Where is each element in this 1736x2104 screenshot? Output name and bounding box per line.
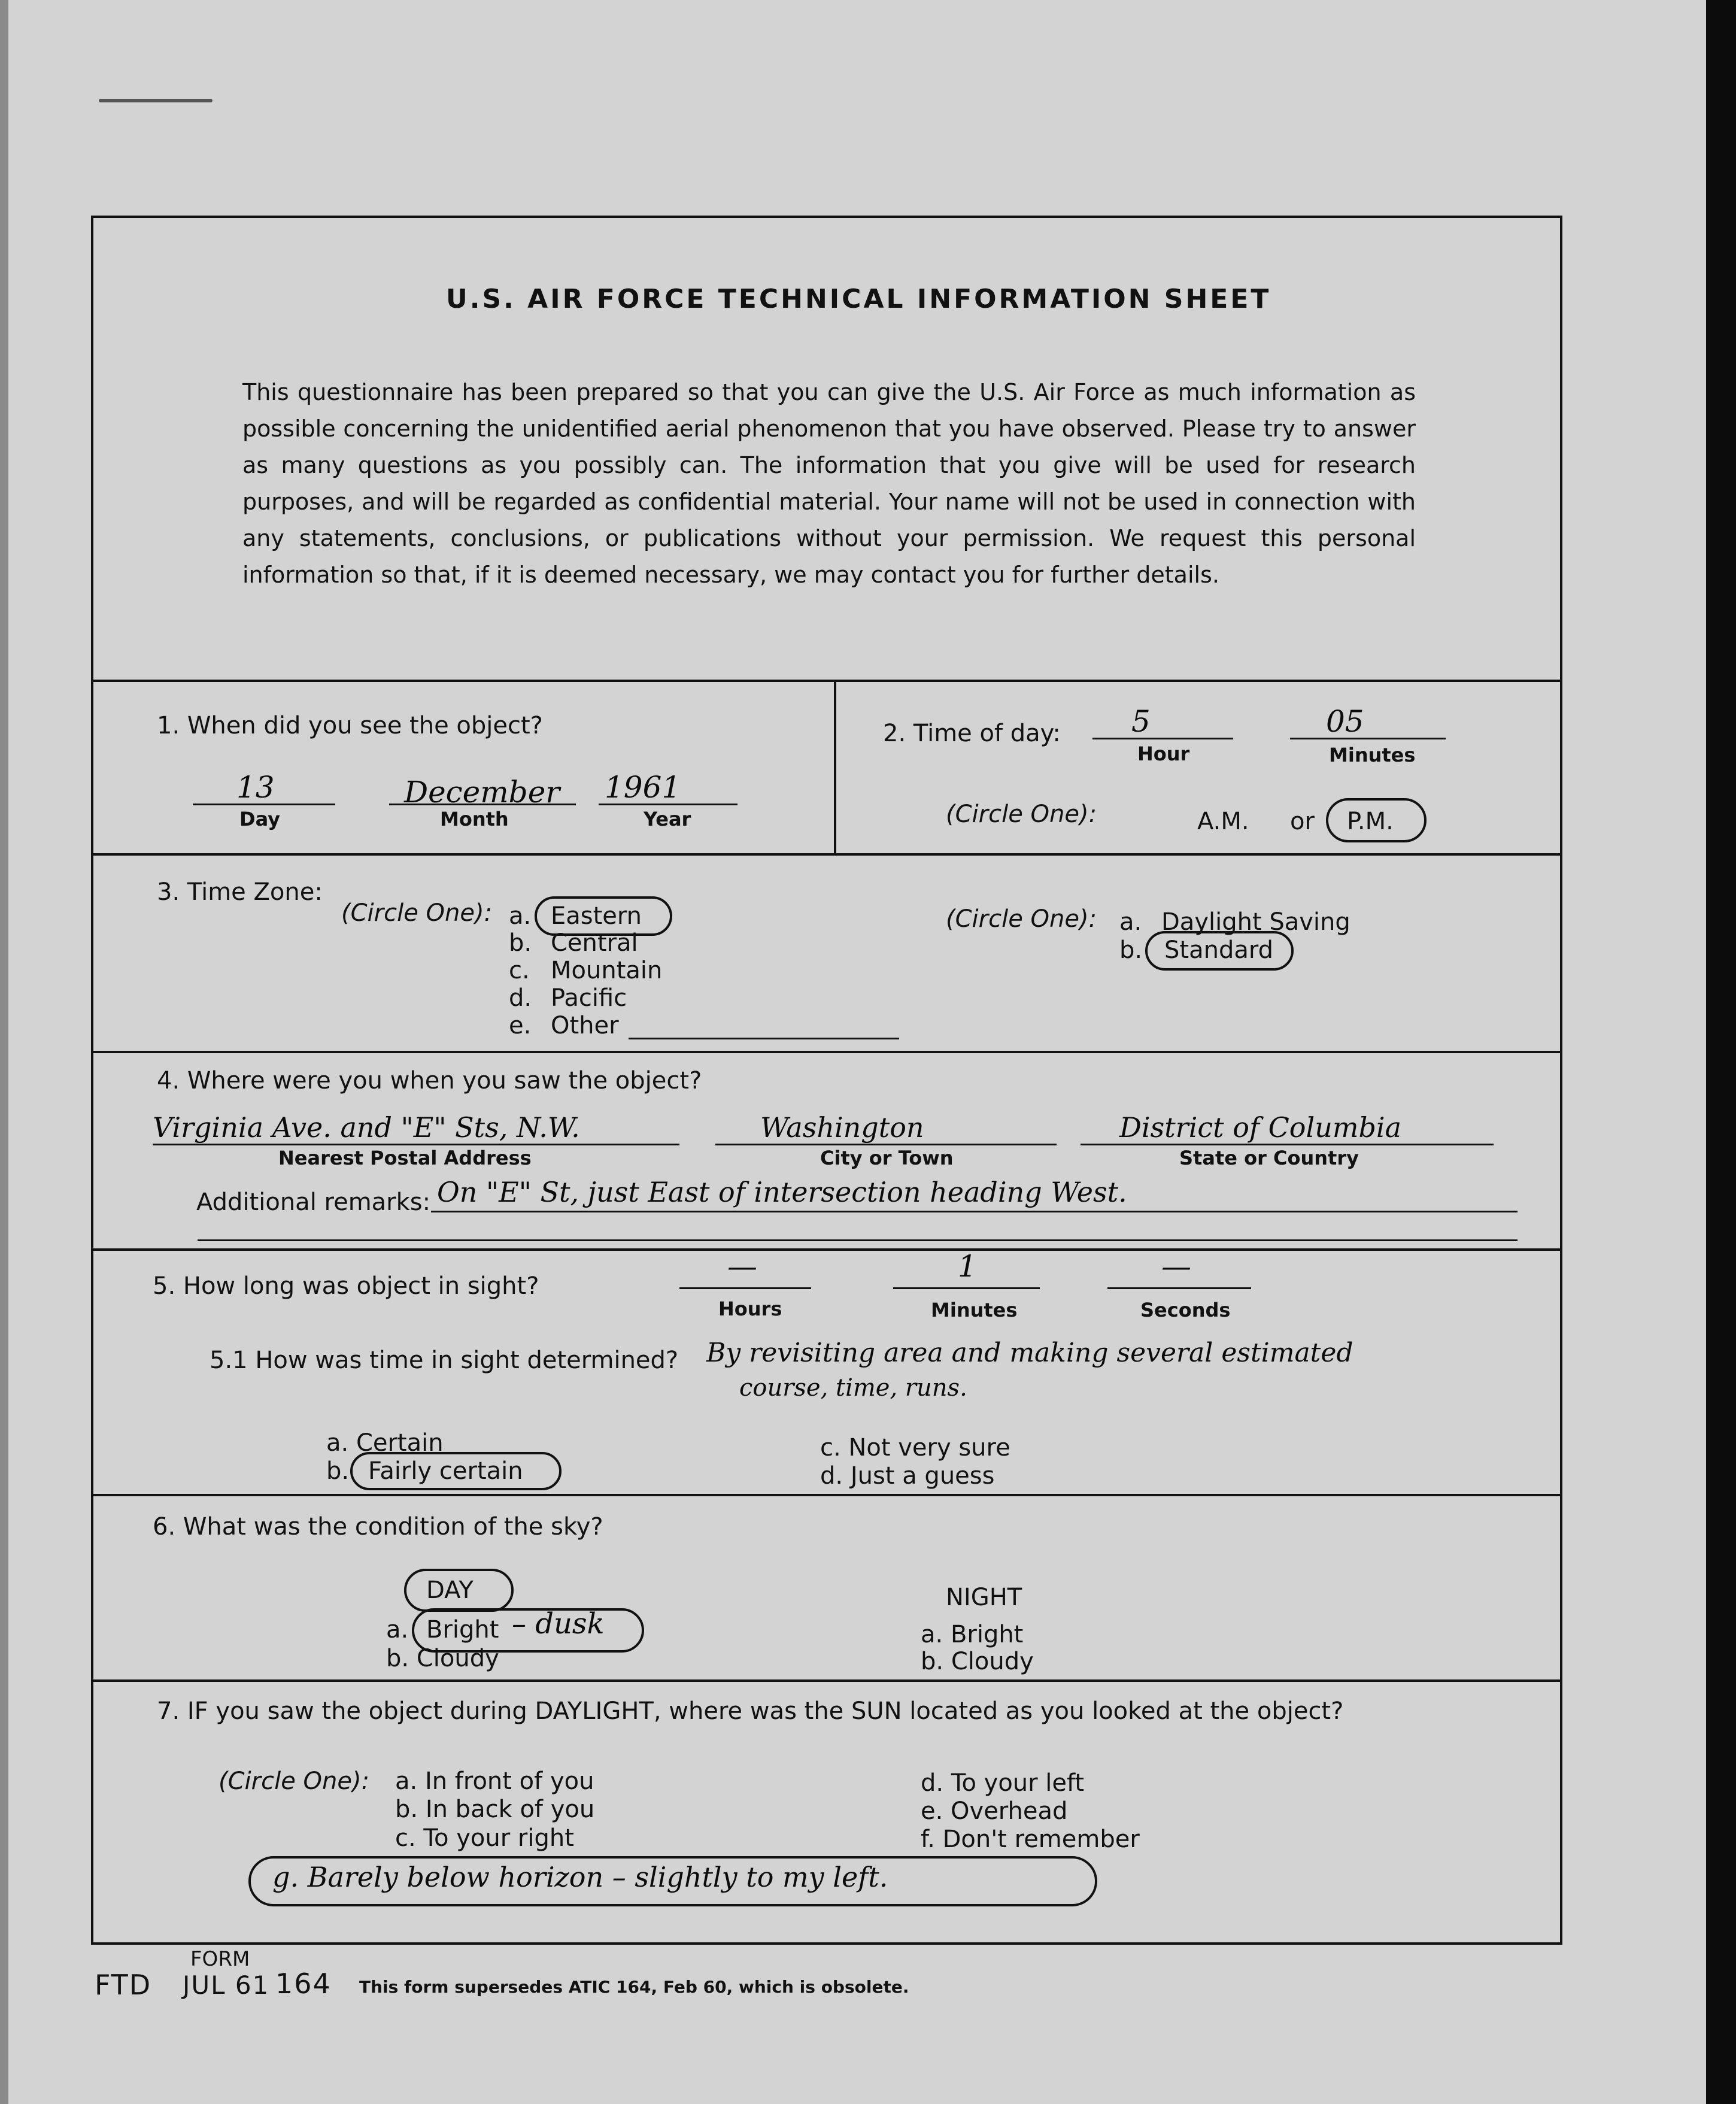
q6-night: NIGHT [946,1584,1022,1611]
q1-month-value: December [404,775,560,810]
q4-remarks-line-2 [198,1239,1518,1241]
q51-answer-line-1: By revisiting area and making several estimated [706,1338,1353,1368]
q3-other-line [629,1038,899,1039]
q51-question: 5.1 How was time in sight determined? [210,1347,679,1374]
q2-or: or [1290,808,1315,835]
q3-dst-b: Standard [1164,936,1273,964]
intro-paragraph: This questionnaire has been prepared so that you can give the U.S. Air Force as much information as possible concerning the unidentified aerial phenomenon that you have observed. Please try to answer as many questions as you possibly can. The information that you give will be used for research purposes, and will be regarded as confidential material. Your name will not be used in connection with any statements, conclusions, or publications without your permission. We request this personal information so that, if it is deemed necessary, we may contact you for further details. [242,379,1416,588]
q4-state-line [1081,1144,1494,1145]
q6-question: 6. What was the condition of the sky? [153,1513,603,1541]
q3-zone-e: Other [551,1012,619,1039]
q5-option-b: Fairly certain [368,1457,523,1485]
q5-minutes-label: Minutes [931,1299,1018,1321]
q3-dst-a-letter: a. [1119,908,1142,936]
divider [91,1679,1562,1682]
q4-remarks-line-1 [431,1211,1518,1212]
q2-minutes-line [1290,738,1446,739]
divider [91,853,1562,856]
q5-option-b-letter: b. [326,1457,350,1485]
q7-option-d: d. To your left [921,1769,1085,1797]
divider [91,1051,1562,1053]
q5-seconds-label: Seconds [1140,1299,1231,1321]
q6-day: DAY [426,1577,474,1604]
q4-address-label: Nearest Postal Address [278,1147,532,1169]
q3-zone-c-letter: c. [509,957,530,984]
q3-circle-one-b: (Circle One): [946,905,1097,933]
q5-hours-value: — [727,1249,757,1284]
q7-option-a: a. In front of you [395,1768,594,1795]
q2-minutes-label: Minutes [1329,744,1416,766]
q1-year-label: Year [644,808,691,830]
q1-day-value: 13 [236,770,275,805]
q7-circle-one: (Circle One): [218,1768,370,1795]
divider [91,1248,1562,1251]
q5-hours-line [679,1287,811,1289]
q4-address-line [153,1144,679,1145]
q2-hour-line [1092,738,1233,739]
footer-date: JUL 61 [183,1970,270,2000]
q5-seconds-value: — [1161,1249,1191,1284]
q4-state-label: State or Country [1179,1147,1359,1169]
q3-dst-a: Daylight Saving [1161,908,1350,936]
q2-circle-one: (Circle One): [946,801,1097,828]
q5-option-c: c. Not very sure [820,1434,1010,1462]
q1-month-label: Month [440,808,509,830]
q3-circle-one-a: (Circle One): [341,899,493,927]
q5-hours-label: Hours [718,1297,782,1320]
page-title: U.S. AIR FORCE TECHNICAL INFORMATION SHEET [446,284,1271,314]
q3-zone-d-letter: d. [509,984,532,1012]
q4-question: 4. Where were you when you saw the object? [157,1067,702,1095]
q3-zone-b-letter: b. [509,929,532,957]
scan-edge-left [0,0,8,2104]
q2-am: A.M. [1197,808,1249,835]
q6-day-a-letter: a. [386,1616,409,1644]
q1-month-line [389,804,576,805]
q1-year-value: 1961 [605,770,681,805]
q4-address-value: Virginia Ave. and "E" Sts, N.W. [153,1111,580,1144]
q6-night-a: a. Bright [921,1621,1024,1648]
q6-day-a-handwritten: – dusk [512,1607,605,1641]
q3-zone-b: Central [551,929,638,957]
q7-option-e: e. Overhead [921,1797,1068,1825]
q4-city-label: City or Town [820,1147,954,1169]
q5-option-a: a. Certain [326,1429,444,1457]
q3-zone-a-letter: a. [509,902,532,930]
q2-question: 2. Time of day: [883,720,1061,747]
q3-zone-a: Eastern [551,902,642,930]
q3-question: 3. Time Zone: [157,878,323,906]
scan-edge-right [1706,0,1736,2104]
q5-question: 5. How long was object in sight? [153,1272,539,1300]
q5-option-d: d. Just a guess [820,1462,995,1490]
q4-remarks-value: On "E" St, just East of intersection heading West. [437,1176,1127,1208]
q5-seconds-line [1107,1287,1251,1289]
q7-question: 7. IF you saw the object during DAYLIGHT, where was the SUN located as you looked at the object? [157,1697,1344,1725]
footer-number: 164 [275,1967,332,2000]
q6-day-b: b. Cloudy [386,1645,499,1672]
q51-answer-line-2: course, time, runs. [739,1374,967,1402]
footer-form-label: FORM [190,1947,250,1971]
q3-dst-b-letter: b. [1119,936,1143,964]
scan-mark [99,99,213,102]
q5-minutes-value: 1 [958,1249,977,1284]
q1-year-line [599,804,738,805]
q1-day-line [193,804,335,805]
divider [91,1494,1562,1496]
q4-city-value: Washington [760,1111,924,1144]
q3-zone-c: Mountain [551,957,663,984]
q7-option-c: c. To your right [395,1824,574,1852]
divider [91,680,1562,682]
q7-option-f: f. Don't remember [921,1826,1140,1853]
q4-remarks-label: Additional remarks: [196,1189,431,1216]
q3-zone-d: Pacific [551,984,627,1012]
q2-minutes-value: 05 [1326,704,1364,739]
q1-question: 1. When did you see the object? [157,712,543,739]
q5-minutes-line [893,1287,1040,1289]
footer-ftd: FTD [95,1969,152,2001]
q7-option-g: g. Barely below horizon – slightly to my left. [272,1861,888,1893]
q3-zone-e-letter: e. [509,1012,532,1039]
q2-pm: P.M. [1347,808,1394,835]
q2-hour-value: 5 [1131,704,1151,739]
footer-note: This form supersedes ATIC 164, Feb 60, which is obsolete. [359,1977,909,1997]
q4-city-line [715,1144,1057,1145]
q4-state-value: District of Columbia [1119,1111,1402,1144]
divider [834,680,836,853]
q6-day-a: Bright [426,1616,499,1644]
q7-option-b: b. In back of you [395,1796,595,1823]
q1-day-label: Day [239,808,281,830]
q2-hour-label: Hour [1137,742,1190,765]
q6-night-b: b. Cloudy [921,1648,1034,1675]
